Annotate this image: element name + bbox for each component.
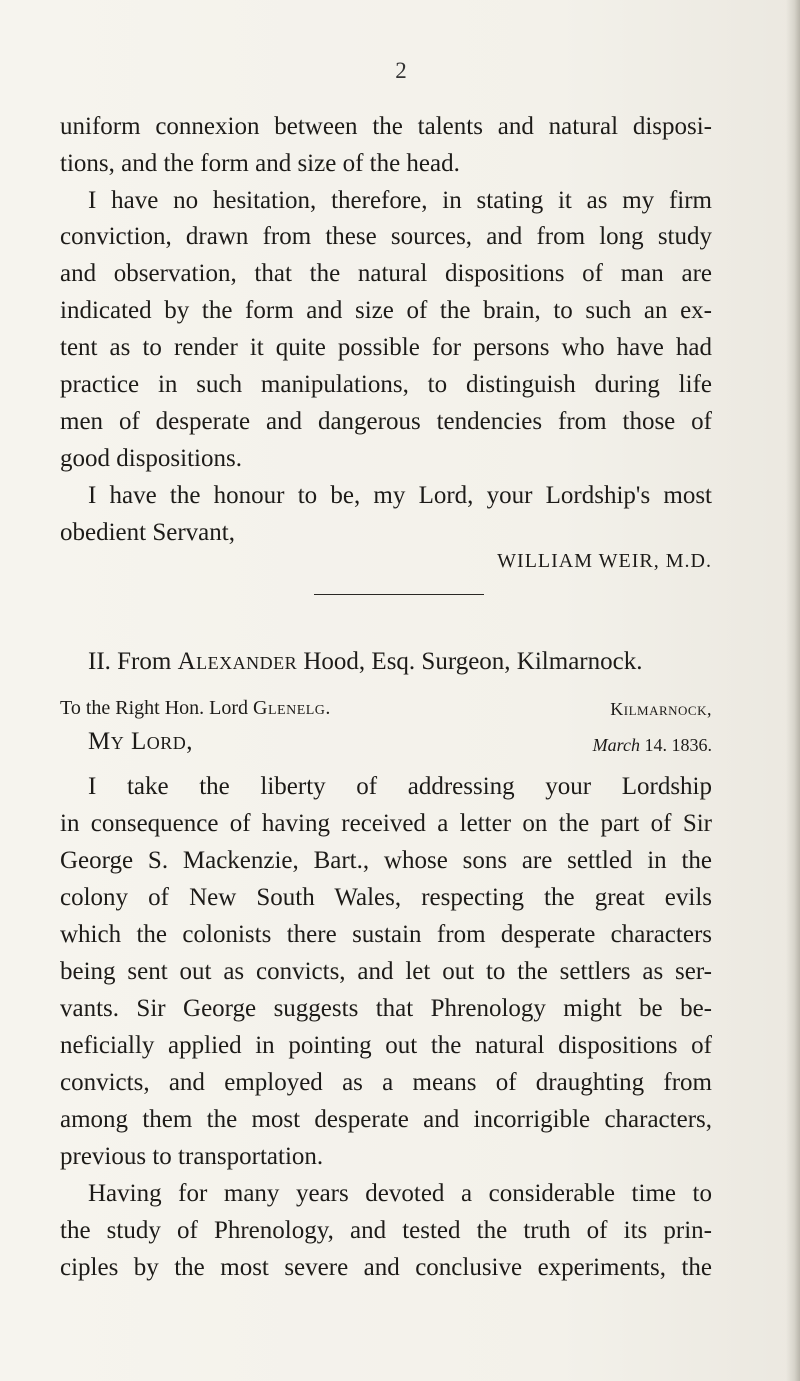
text-line: tions, and the form and size of the head. bbox=[60, 150, 460, 177]
text-line: convicts, and employed as a means of draughting from bbox=[60, 1069, 712, 1096]
page-number: 2 bbox=[395, 58, 407, 83]
text-line: tent as to render it quite possible for persons who have had bbox=[60, 334, 712, 361]
heading-name: Alexander bbox=[177, 648, 298, 675]
text-line: the study of Phrenology, and tested the truth of its prin- bbox=[60, 1217, 712, 1244]
text-line: practice in such manipulations, to distinguish during life bbox=[60, 371, 712, 398]
date-rest: 14. 1836. bbox=[644, 735, 712, 755]
text-line: George S. Mackenzie, Bart., whose sons are settled in the bbox=[60, 847, 712, 874]
heading-rest: Hood, Esq. Surgeon, Kilmarnock. bbox=[303, 648, 643, 675]
text-line: conviction, drawn from these sources, and from long study bbox=[60, 223, 712, 250]
date-month: March bbox=[592, 735, 640, 755]
text-line: previous to transportation. bbox=[60, 1143, 324, 1170]
text-line: good dispositions. bbox=[60, 445, 242, 472]
text-line: vants. Sir George suggests that Phrenology might be be- bbox=[60, 995, 712, 1022]
text-line: in consequence of having received a letter on the part of Sir bbox=[60, 810, 712, 837]
text-line: I take the liberty of addressing your Lordship bbox=[88, 773, 712, 800]
signature: WILLIAM WEIR, M.D. bbox=[497, 550, 712, 572]
letter-heading bbox=[88, 648, 642, 676]
addressee-name: Glenelg. bbox=[253, 697, 331, 719]
text-line: neficially applied in pointing out the natural dispositions of bbox=[60, 1032, 712, 1059]
salutation: My Lord, bbox=[88, 728, 194, 755]
page-edge-shadow bbox=[786, 0, 800, 1381]
heading-prefix: II. From bbox=[88, 648, 172, 675]
text-line: uniform connexion between the talents and natural disposi- bbox=[60, 113, 712, 140]
text-line: and observation, that the natural dispositions of man are bbox=[60, 260, 712, 287]
text-line: ciples by the most severe and conclusive experiments, the bbox=[60, 1254, 712, 1281]
addressee-prefix: To the Right Hon. Lord bbox=[60, 697, 249, 719]
text-line: Having for many years devoted a considerable time to bbox=[88, 1180, 712, 1207]
letter-date bbox=[593, 735, 712, 756]
text-line: which the colonists there sustain from desperate characters bbox=[60, 921, 712, 948]
text-line: being sent out as convicts, and let out to the settlers as ser- bbox=[60, 958, 712, 985]
addressee bbox=[60, 697, 331, 720]
text-line: indicated by the form and size of the brain, to such an ex- bbox=[60, 297, 712, 324]
text-line: I have no hesitation, therefore, in stating it as my firm bbox=[88, 187, 712, 214]
text-line: obedient Servant, bbox=[60, 519, 235, 546]
text-line: colony of New South Wales, respecting the great evils bbox=[60, 884, 712, 911]
letter-place: Kilmarnock, bbox=[610, 699, 712, 719]
text-line: I have the honour to be, my Lord, your Lordship's most bbox=[88, 482, 712, 509]
text-line: among them the most desperate and incorrigible characters, bbox=[60, 1106, 712, 1133]
text-line: men of desperate and dangerous tendencies from those of bbox=[60, 408, 712, 435]
section-divider bbox=[314, 594, 484, 595]
